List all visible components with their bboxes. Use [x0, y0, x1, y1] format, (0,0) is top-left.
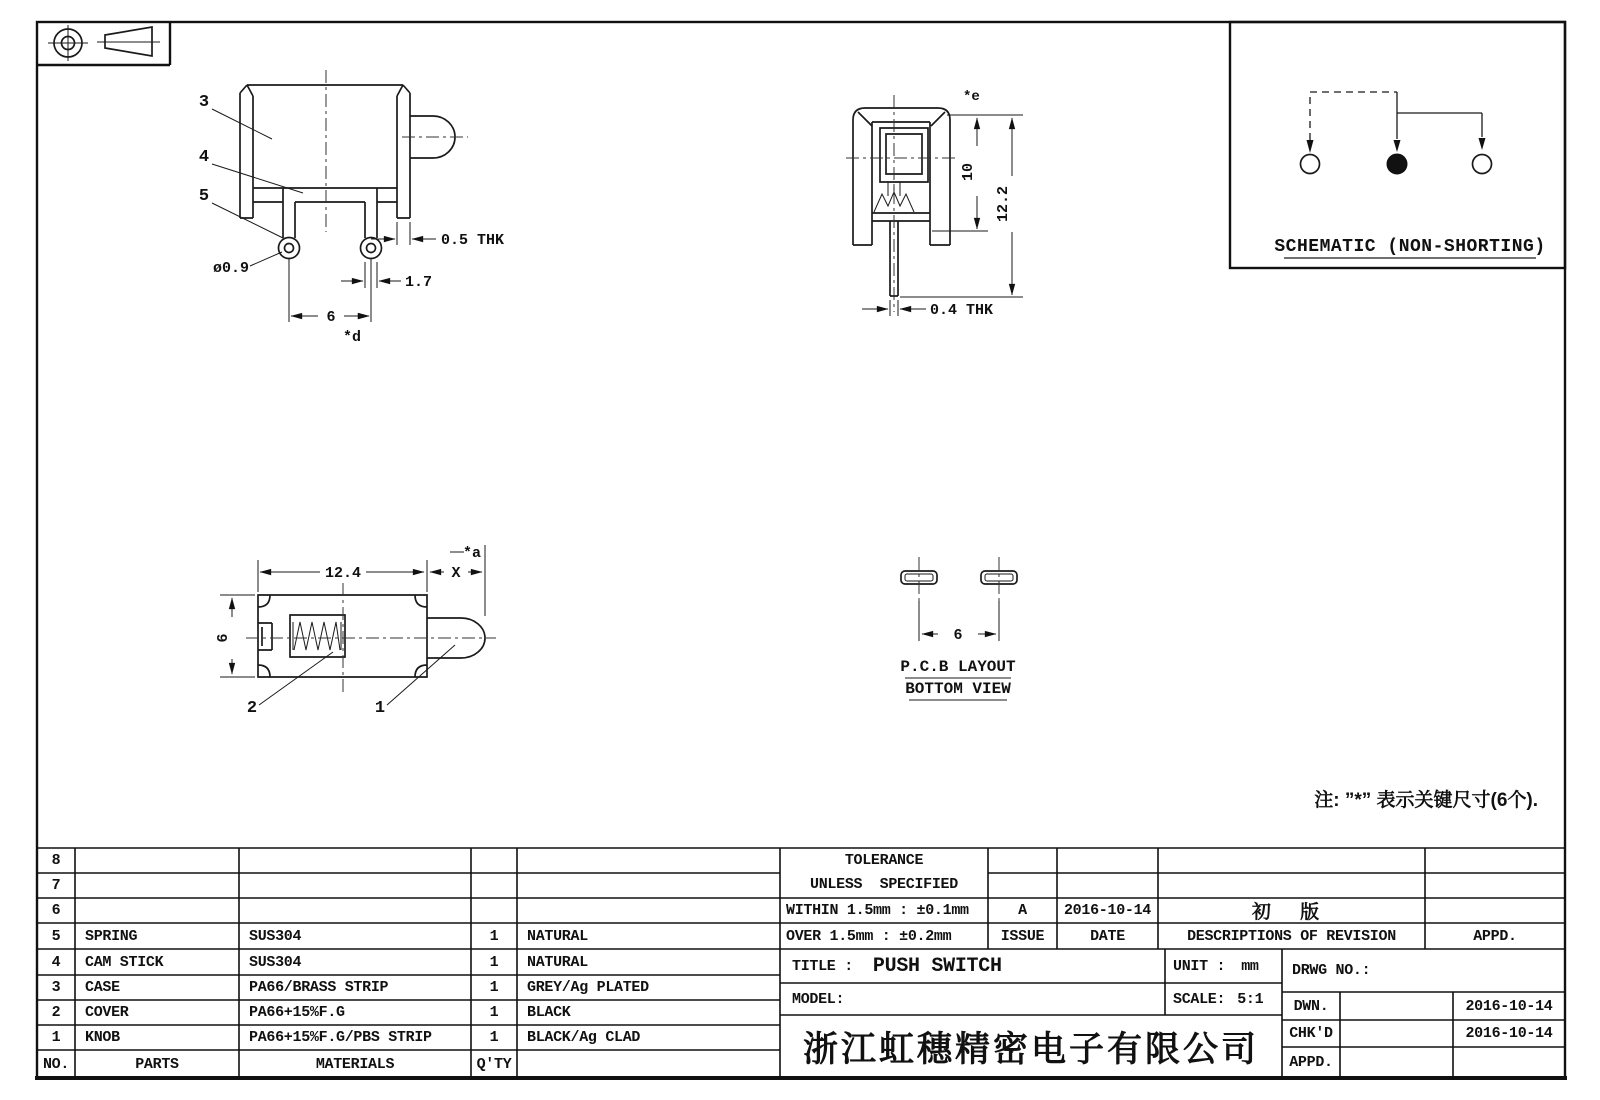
unit-value: mm	[1241, 957, 1259, 975]
drwg-no-label: DRWG NO.:	[1292, 962, 1371, 979]
pcb-title-line1: P.C.B LAYOUT	[900, 658, 1016, 676]
descriptions-of-revision-label: DESCRIPTIONS OF REVISION	[1187, 927, 1396, 945]
parts-row-2-name: COVER	[85, 1004, 129, 1021]
parts-row-1-name: KNOB	[85, 1029, 120, 1046]
parts-row-7-no: 7	[51, 877, 61, 894]
tolerance-line1: TOLERANCE	[844, 852, 924, 869]
title-label: TITLE :	[792, 957, 853, 975]
parts-row-4-no: 4	[51, 953, 61, 971]
parts-row-3-color: GREY/Ag PLATED	[527, 979, 649, 996]
parts-row-4-material: SUS304	[249, 953, 302, 971]
parts-row-5-qty: 1	[489, 927, 499, 945]
pcb-title-line2: BOTTOM VIEW	[905, 680, 1011, 698]
top-dim-key-a: *a	[462, 545, 482, 562]
arrow-left-terminal	[1307, 140, 1314, 153]
front-label-4: 4	[198, 148, 210, 167]
front-dim-key-d: *d	[342, 329, 362, 346]
top-label-1: 1	[374, 699, 386, 718]
parts-row-6-no: 6	[51, 902, 61, 919]
appd-row-label: APPD.	[1289, 1054, 1333, 1071]
tolerance-within: WITHIN 1.5mm : ±0.1mm	[786, 902, 969, 919]
date-label: DATE	[1090, 927, 1125, 945]
front-dim-wall-thk: 0.5 THK	[441, 232, 505, 249]
top-dim-body-width: 6	[215, 633, 232, 643]
top-label-2: 2	[246, 699, 258, 718]
parts-row-5-material: SUS304	[249, 927, 302, 945]
side-dim-key-e: *e	[963, 89, 980, 105]
appd-column-label: APPD.	[1473, 927, 1517, 945]
tolerance-header	[780, 848, 988, 898]
side-dim-pin-thk: 0.4 THK	[930, 302, 994, 319]
title-value: PUSH SWITCH	[872, 954, 1002, 978]
parts-header-parts: PARTS	[135, 1055, 179, 1073]
revision-description: 初 版	[1251, 902, 1332, 923]
arrow-right-terminal	[1479, 138, 1486, 150]
front-dim-leg-pitch: 6	[326, 309, 336, 326]
dwn-label: DWN.	[1293, 997, 1329, 1015]
parts-row-3-material: PA66/BRASS STRIP	[249, 979, 389, 996]
top-view	[215, 545, 496, 718]
top-dim-body-length: 12.4	[324, 565, 362, 582]
terminal-open-left	[1301, 155, 1320, 174]
issue-label: ISSUE	[1000, 927, 1045, 945]
arrow-common-terminal	[1394, 140, 1401, 152]
front-view	[199, 70, 504, 346]
parts-row-1-material: PA66+15%F.G/PBS STRIP	[249, 1029, 432, 1046]
projection-circle-icon	[48, 25, 88, 61]
projection-symbol-box	[37, 22, 170, 65]
scale-label: SCALE:	[1173, 990, 1226, 1008]
scale-cell	[1165, 983, 1282, 1015]
parts-row-3-qty: 1	[489, 979, 499, 996]
parts-row-2-material: PA66+15%F.G	[249, 1004, 345, 1021]
dwn-date: 2016-10-14	[1465, 997, 1553, 1015]
tolerance-line2: UNLESS SPECIFIED	[810, 876, 958, 893]
parts-row-1-no: 1	[51, 1029, 61, 1046]
parts-row-2-no: 2	[51, 1004, 61, 1021]
parts-row-2-color: BLACK	[527, 1004, 571, 1021]
parts-row-5-no: 5	[51, 927, 61, 945]
parts-row-2-qty: 1	[489, 1004, 499, 1021]
revision-date-value: 2016-10-14	[1063, 902, 1151, 919]
pcb-layout-view	[900, 557, 1017, 700]
front-label-5: 5	[198, 187, 210, 206]
parts-header-no: NO.	[42, 1055, 70, 1073]
parts-row-1-qty: 1	[489, 1029, 499, 1046]
chkd-date: 2016-10-14	[1465, 1025, 1553, 1042]
tolerance-over: OVER 1.5mm : ±0.2mm	[786, 927, 952, 945]
company-name: 浙江虹穗精密电子有限公司	[802, 1029, 1259, 1069]
parts-row-4-name: CAM STICK	[85, 953, 164, 971]
parts-row-3-no: 3	[51, 979, 61, 996]
schematic-title: SCHEMATIC (NON-SHORTING)	[1274, 237, 1546, 257]
pcb-dim-pad-pitch: 6	[953, 627, 963, 644]
scale-value: 5:1	[1237, 990, 1264, 1008]
chkd-label: CHK'D	[1289, 1025, 1333, 1042]
model-label: MODEL:	[792, 990, 845, 1008]
top-dim-knob-x: X	[451, 565, 461, 582]
side-view	[846, 89, 1023, 319]
unit-label: UNIT :	[1173, 957, 1226, 975]
unit-cell	[1165, 949, 1282, 983]
front-label-3: 3	[198, 93, 210, 112]
terminal-open-right	[1473, 155, 1492, 174]
front-dim-leg-width: 1.7	[405, 274, 433, 291]
parts-row-5-name: SPRING	[85, 927, 138, 945]
side-dim-body-height: 10	[960, 162, 977, 182]
parts-row-5-color: NATURAL	[527, 927, 588, 945]
parts-row-8-no: 8	[51, 852, 61, 869]
schematic-box	[1230, 22, 1565, 268]
parts-row-4-qty: 1	[489, 953, 499, 971]
parts-row-3-name: CASE	[85, 979, 120, 996]
side-dim-total-height: 12.2	[995, 185, 1012, 223]
terminal-common-filled	[1387, 154, 1407, 174]
parts-header-qty: Q'TY	[476, 1055, 512, 1073]
parts-row-1-color: BLACK/Ag CLAD	[527, 1029, 641, 1046]
front-dim-hole-dia: ø0.9	[213, 260, 250, 277]
projection-cone-icon	[97, 27, 160, 56]
parts-header-materials: MATERIALS	[315, 1055, 395, 1073]
title-cell	[780, 949, 1165, 983]
revision-issue-value: A	[1018, 902, 1027, 919]
parts-row-4-color: NATURAL	[527, 953, 588, 971]
key-dimension-note: 注: ”*” 表示关键尺寸(6个).	[1314, 790, 1538, 811]
